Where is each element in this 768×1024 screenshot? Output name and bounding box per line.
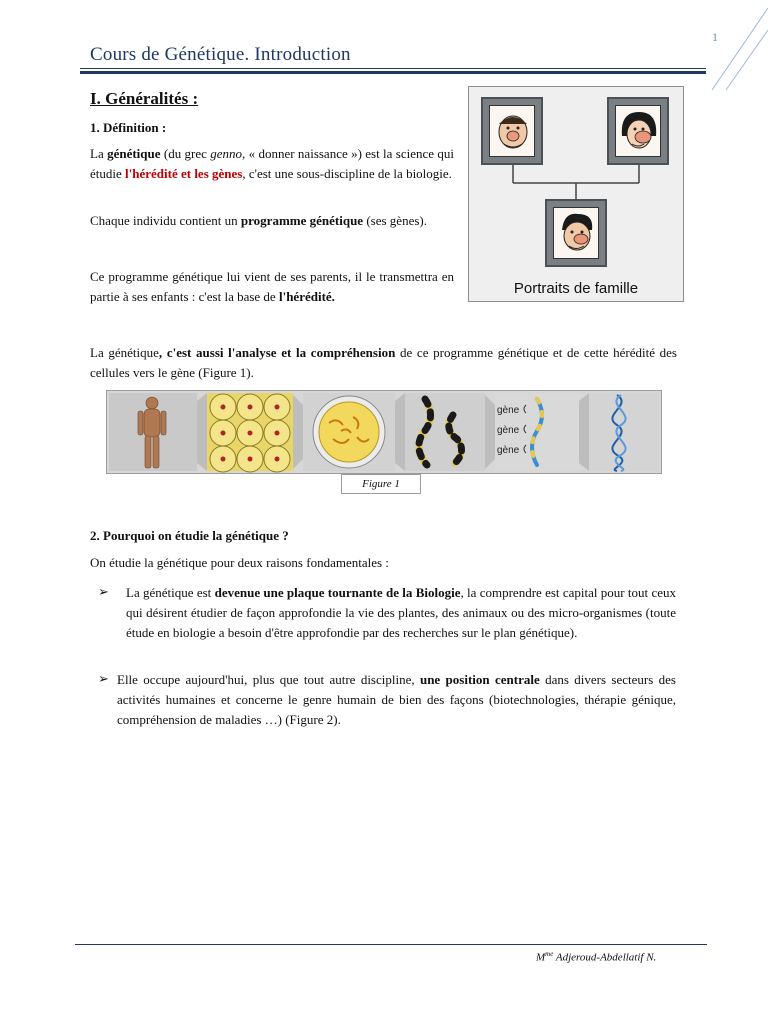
subheading-definition: 1. Définition : [90,120,167,135]
corner-decoration [690,0,768,90]
cell-to-gene-illustration [107,391,661,473]
header-rule [80,68,706,69]
gene-label-2: gène [497,425,520,436]
figure-1-caption: Figure 1 [341,474,421,494]
paragraph-heredite: Ce programme génétique lui vient de ses parents, il le transmettra en partie à ses enfants : c'est la base de l'hérédité. [90,269,454,304]
paragraph-analyse: La génétique, c'est aussi l'analyse et la compréhension de ce programme génétique et de cette hérédité des cellules vers le gène (Figure 1). [90,345,677,380]
bullet-arrow-icon: ➢ [98,584,109,599]
bullet-item-plaque-tournante: La génétique est devenue une plaque tournante de la Biologie, la comprendre est capital pour tout ceux qui désirent étudier de façon approfondie la vie des plantes, des animaux ou des micro-organismes (toute étude en biologie a besoin d'être approfondie par des recherches sur le plan génétique). [126,585,676,640]
bullet-item-position-centrale: Elle occupe aujourd'hui, plus que tout autre discipline, une position centrale dans divers secteurs des activités humaines et concerne le genre humain de bien des façons (biotechnologies, thérapie génique, compréhension de maladies …) (Figure 2). [117,672,676,727]
section-title-generalites: I. Généralités : [90,89,199,108]
portrait-frame-child [545,199,607,267]
header-title: Cours de Génétique. Introduction [90,44,351,65]
gene-label-1: gène [497,405,520,416]
paragraph-definition: La génétique (du grec genno, « donner naissance ») est la science qui étudie l'hérédité et les gènes, c'est une sous-discipline de la biologie. [90,146,454,181]
family-figure-caption: Portraits de famille [513,280,639,297]
gene-label-3: gène [497,445,520,456]
footer-rule [75,944,707,945]
cell-nucleus-icon [313,396,385,468]
footer-author: $M^{me}$ Adjeroud-Abdellatif N. [536,950,657,964]
header-rule-thick [80,71,706,74]
subheading-pourquoi: 2. Pourquoi on étudie la génétique ? [90,528,289,543]
mother-caricature-icon [616,106,662,158]
father-caricature-icon [490,106,536,158]
portrait-frame-father [481,97,543,165]
paragraph-programme-genetique: Chaque individu contient un programme génétique (ses gènes). [90,213,427,228]
child-caricature-icon [554,208,600,260]
page-number: 1 [712,30,718,44]
portrait-frame-mother [607,97,669,165]
figure-1-image [106,390,662,474]
paragraph-intro-raisons: On étudie la génétique pour deux raisons fondamentales : [90,555,389,570]
bullet-arrow-icon: ➢ [98,671,109,686]
family-portraits-figure [468,86,684,302]
